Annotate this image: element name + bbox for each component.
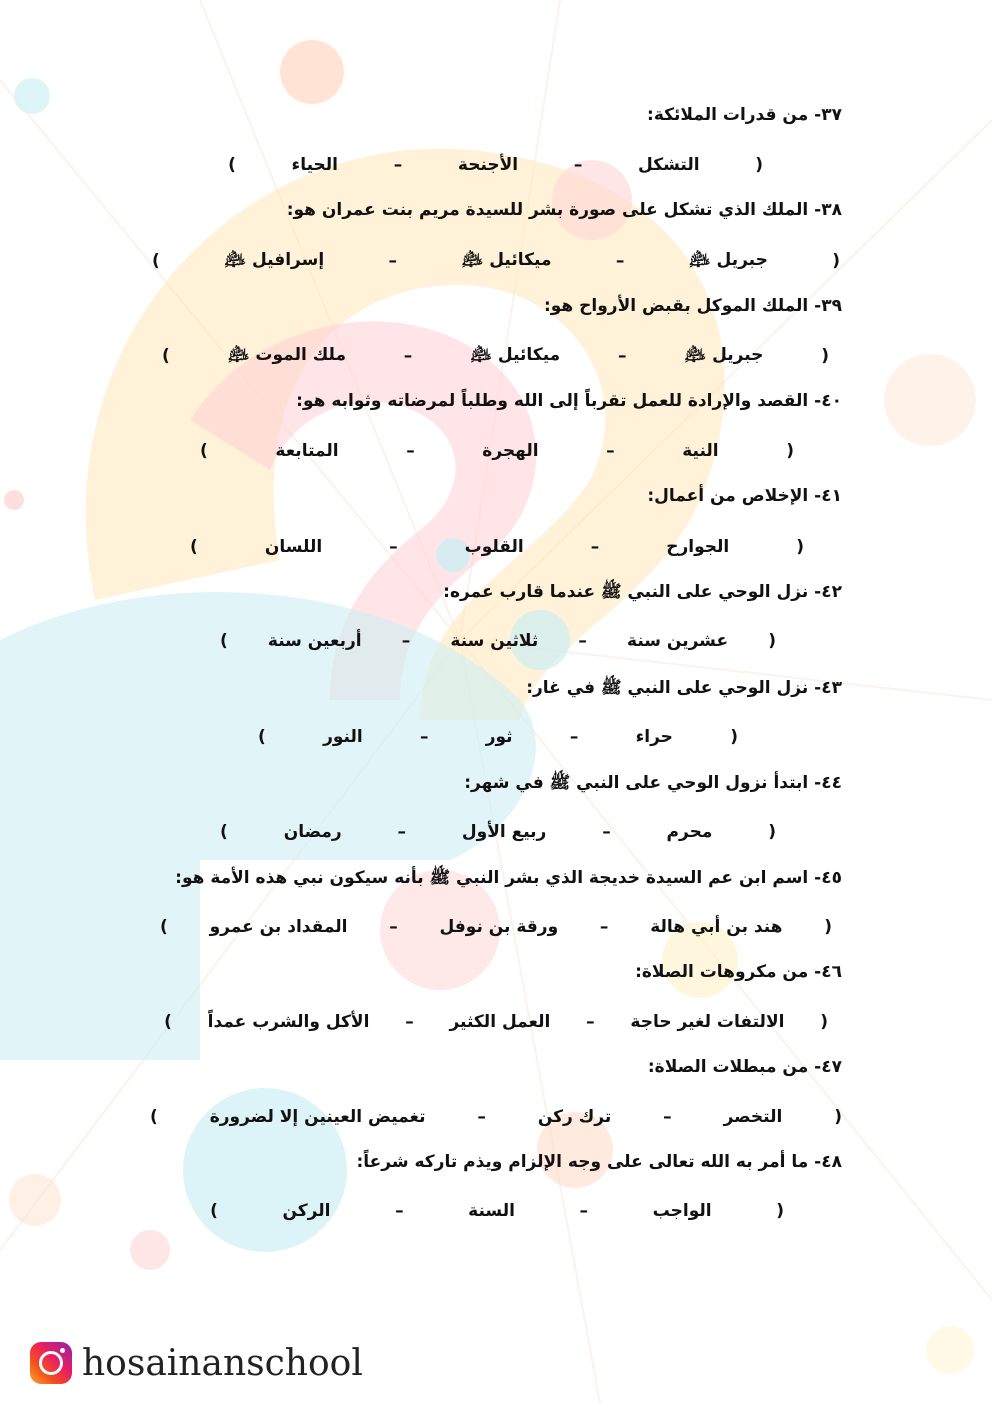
question-46-options [164, 1007, 828, 1037]
dash: – [388, 251, 398, 271]
dash: – [405, 1012, 414, 1032]
option-b[interactable]: ميكائيل ﵇ [470, 344, 561, 365]
close-paren: ) [152, 251, 160, 271]
dash: – [663, 1107, 672, 1127]
question-42-stem: ٤٢- نزل الوحي على النبي ﷺ عندما قارب عمره: [443, 582, 842, 602]
dash: – [419, 727, 429, 747]
option-a[interactable]: حراء [635, 727, 673, 747]
dash: – [599, 917, 609, 937]
question-42-options [220, 626, 776, 656]
question-40-stem: ٤٠- القصد والإرادة للعمل تقرباً إلى الله وطلباً لمرضاته وثوابه هو: [296, 391, 842, 411]
open-paren: ( [796, 537, 804, 557]
option-b[interactable]: ربيع الأول [461, 822, 547, 842]
instagram-handle[interactable]: hosainanschool [82, 1342, 363, 1384]
option-b[interactable]: ترك ركن [537, 1107, 612, 1127]
option-c[interactable]: المقداد بن عمرو [209, 917, 348, 937]
option-a[interactable]: هند بن أبي هالة [650, 917, 783, 937]
option-a[interactable]: التخصر [723, 1107, 783, 1127]
question-45-options [160, 912, 832, 942]
option-a[interactable]: عشرين سنة [627, 631, 729, 651]
question-43-options [258, 722, 738, 752]
question-40-options [200, 436, 794, 466]
open-paren: ( [834, 1107, 842, 1127]
close-paren: ) [150, 1107, 158, 1127]
open-paren: ( [832, 251, 840, 271]
option-c[interactable]: أربعين سنة [267, 631, 362, 651]
dash: – [393, 155, 403, 175]
dash: – [569, 727, 579, 747]
dash: – [395, 1201, 404, 1221]
open-paren: ( [768, 822, 776, 842]
option-a[interactable]: محرم [666, 822, 713, 842]
open-paren: ( [755, 155, 763, 175]
option-c[interactable]: الحياء [291, 155, 339, 175]
option-a[interactable]: الواجب [652, 1201, 712, 1221]
question-37-stem: ٣٧- من قدرات الملائكة: [647, 105, 842, 125]
option-c[interactable]: تغميض العينين إلا لضرورة [209, 1107, 426, 1127]
close-paren: ) [160, 917, 168, 937]
option-a[interactable]: الالتفات لغير حاجة [630, 1012, 785, 1032]
footer-social[interactable] [30, 1338, 363, 1388]
question-46-stem: ٤٦- من مكروهات الصلاة: [635, 962, 842, 982]
dash: – [573, 155, 583, 175]
close-paren: ) [190, 537, 198, 557]
question-45-stem: ٤٥- اسم ابن عم السيدة خديجة الذي بشر النبي ﷺ بأنه سيكون نبي هذه الأمة هو: [175, 868, 842, 888]
open-paren: ( [776, 1201, 784, 1221]
dash: – [579, 1201, 589, 1221]
close-paren: ) [220, 631, 228, 651]
option-c[interactable]: الركن [282, 1201, 331, 1221]
option-a[interactable]: النية [682, 441, 719, 461]
option-c[interactable]: المتابعة [275, 441, 339, 461]
option-c[interactable]: ملك الموت ﵇ [227, 344, 346, 365]
question-47-options [150, 1102, 842, 1132]
dash: – [578, 631, 587, 651]
close-paren: ) [164, 1012, 172, 1032]
dash: – [401, 631, 411, 651]
close-paren: ) [220, 822, 228, 842]
option-c[interactable]: اللسان [264, 537, 323, 557]
close-paren: ) [210, 1201, 218, 1221]
dash: – [389, 917, 398, 937]
close-paren: ) [228, 155, 236, 175]
option-b[interactable]: ميكائيل ﵇ [461, 249, 552, 270]
option-b[interactable]: ورقة بن نوفل [439, 917, 559, 937]
open-paren: ( [821, 346, 829, 366]
question-41-options [190, 532, 804, 562]
question-44-options [220, 817, 776, 847]
question-37-options [228, 150, 763, 180]
option-c[interactable]: إسرافيل ﵇ [224, 249, 325, 270]
dash: – [602, 822, 611, 842]
option-c[interactable]: النور [323, 727, 363, 747]
question-39-stem: ٣٩- الملك الموكل بقبض الأرواح هو: [543, 296, 842, 316]
question-43-stem: ٤٣- نزل الوحي على النبي ﷺ في غار: [526, 678, 842, 698]
option-b[interactable]: العمل الكثير [449, 1012, 551, 1032]
open-paren: ( [768, 631, 776, 651]
question-44-stem: ٤٤- ابتدأ نزول الوحي على النبي ﷺ في شهر: [464, 773, 842, 793]
option-b[interactable]: السنة [468, 1201, 515, 1221]
question-48-options [210, 1196, 784, 1226]
dash: – [403, 346, 413, 366]
dash: – [397, 822, 407, 842]
question-38-stem: ٣٨- الملك الذي تشكل على صورة بشر للسيدة مريم بنت عمران هو: [286, 200, 842, 220]
option-a[interactable]: التشكل [638, 155, 700, 175]
open-paren: ( [730, 727, 738, 747]
dash: – [615, 251, 625, 271]
close-paren: ) [200, 441, 208, 461]
dash: – [586, 1012, 595, 1032]
dash: – [477, 1107, 486, 1127]
question-39-options [162, 341, 829, 371]
option-c[interactable]: الأكل والشرب عمداً [207, 1012, 370, 1032]
option-a[interactable]: جبريل ﵇ [684, 344, 764, 365]
open-paren: ( [824, 917, 832, 937]
option-b[interactable]: القلوب [464, 537, 524, 557]
open-paren: ( [820, 1012, 828, 1032]
dash: – [617, 346, 627, 366]
question-38-options [152, 246, 840, 276]
close-paren: ) [162, 346, 170, 366]
close-paren: ) [258, 727, 266, 747]
question-41-stem: ٤١- الإخلاص من أعمال: [647, 486, 842, 506]
option-b[interactable]: ثلاثين سنة [450, 631, 539, 651]
dash: – [606, 441, 615, 461]
dash: – [590, 537, 600, 557]
option-a[interactable]: جبريل ﵇ [688, 249, 768, 270]
option-b[interactable]: الأجنحة [457, 155, 519, 175]
dash: – [389, 537, 398, 557]
question-48-stem: ٤٨- ما أمر به الله تعالى على وجه الإلزام ويذم تاركه شرعاً: [356, 1152, 842, 1172]
dash: – [406, 441, 415, 461]
option-a[interactable]: الجوارح [666, 537, 730, 557]
option-b[interactable]: الهجرة [482, 441, 539, 461]
option-b[interactable]: ثور [485, 727, 513, 747]
question-47-stem: ٤٧- من مبطلات الصلاة: [647, 1057, 842, 1077]
open-paren: ( [786, 441, 794, 461]
option-c[interactable]: رمضان [283, 822, 342, 842]
instagram-icon[interactable] [30, 1342, 72, 1384]
